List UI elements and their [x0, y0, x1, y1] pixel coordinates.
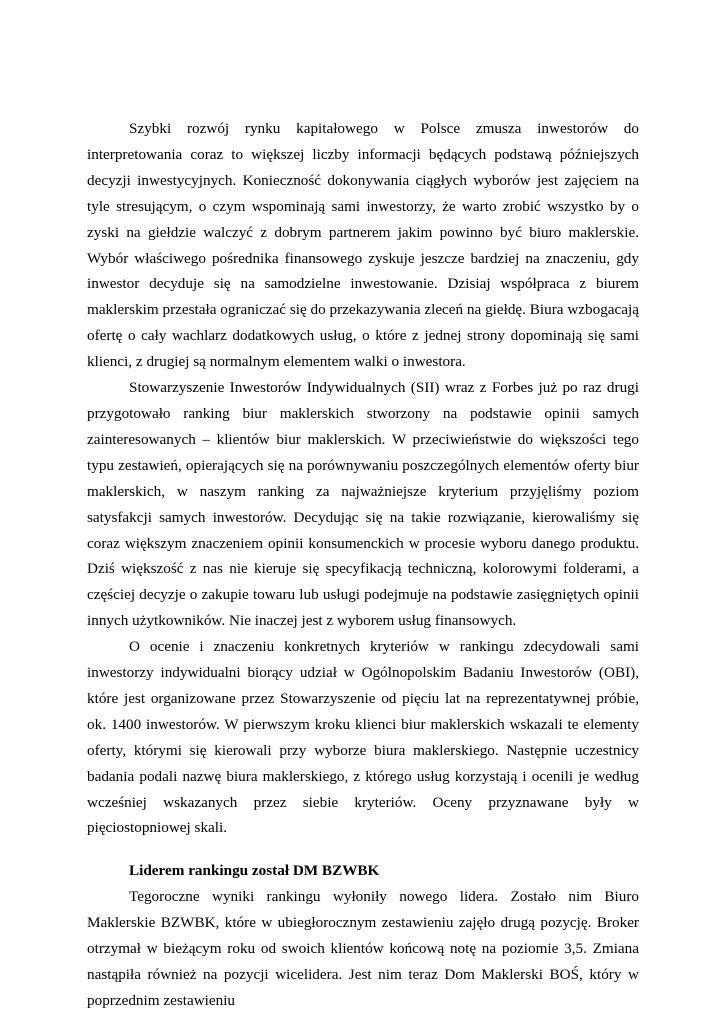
- paragraph-results: Tegoroczne wyniki rankingu wyłoniły nowego lidera. Zostało nim Biuro Maklerskie BZWBK, które w ubiegłorocznym zestawieniu zajęło drugą pozycję. Broker otrzymał w bieżącym roku od swoich klientów końcową notę na poziomie 3,5. Zmiana nastąpiła również na pozycji wicelidera. Jest nim teraz Dom Maklerski BOŚ, który w poprzednim zestawieniu: [87, 888, 639, 1009]
- document-page: [87, 116, 639, 1014]
- paragraph-intro: Szybki rozwój rynku kapitałowego w Polsce zmusza inwestorów do interpretowania coraz to większej liczby informacji będących podstawą późniejszych decyzji inwestycyjnych. Konieczność dokonywania ciągłych wyborów jest zajęciem na tyle stresującym, o czym wspominają sami inwestorzy, że warto zrobić wszystko by o zyski na giełdzie walczyć z dobrym partnerem jakim powinno być biuro maklerskie. Wybór właściwego pośrednika finansowego zyskuje jeszcze bardziej na znaczeniu, gdy inwestor decyduje się na samodzielne inwestowanie. Dzisiaj współpraca z biurem maklerskim przestała ograniczać się do przekazywania zleceń na giełdę. Biura wzbogacają ofertę o cały wachlarz dodatkowych usług, o które z jednej strony dopominają się sami klienci, z drugiej są normalnym elementem walki o inwestora.: [87, 120, 639, 371]
- paragraph-ranking-description: Stowarzyszenie Inwestorów Indywidualnych (SII) wraz z Forbes już po raz drugi przygotowało ranking biur maklerskich stworzony na podstawie opinii samych zainteresowanych – klientów biur maklerskich. W przeciwieństwie do większości tego typu zestawień, opierających się na porównywaniu poszczególnych elementów oferty biur maklerskich, w naszym ranking za najważniejsze kryterium przyjęliśmy poziom satysfakcji samych inwestorów. Decydując się na takie rozwiązanie, kierowaliśmy się coraz większym znaczeniem opinii konsumenckich w procesie wyboru danego produktu. Dziś większość z nas nie kieruje się specyfikacją techniczną, kolorowymi folderami, a częściej decyzje o zakupie towaru lub usługi podejmuje na podstawie zasięgniętych opinii innych użytkowników. Nie inaczej jest z wyborem usług finansowych.: [87, 379, 639, 630]
- section-heading: Liderem rankingu został DM BZWBK: [129, 862, 380, 880]
- paragraph-methodology: O ocenie i znaczeniu konkretnych kryteriów w rankingu zdecydowali sami inwestorzy indywidualni biorący udział w Ogólnopolskim Badaniu Inwestorów (OBI), które jest organizowane przez Stowarzyszenie od pięciu lat na reprezentatywnej próbie, ok. 1400 inwestorów. W pierwszym kroku klienci biur maklerskich wskazali te elementy oferty, którymi się kierowali przy wyborze biura maklerskiego. Następnie uczestnicy badania podali nazwę biura maklerskiego, z którego usług korzystają i ocenili je według wcześniej wskazanych przez siebie kryteriów. Oceny przyznawane były w pięciostopniowej skali.: [87, 638, 639, 837]
